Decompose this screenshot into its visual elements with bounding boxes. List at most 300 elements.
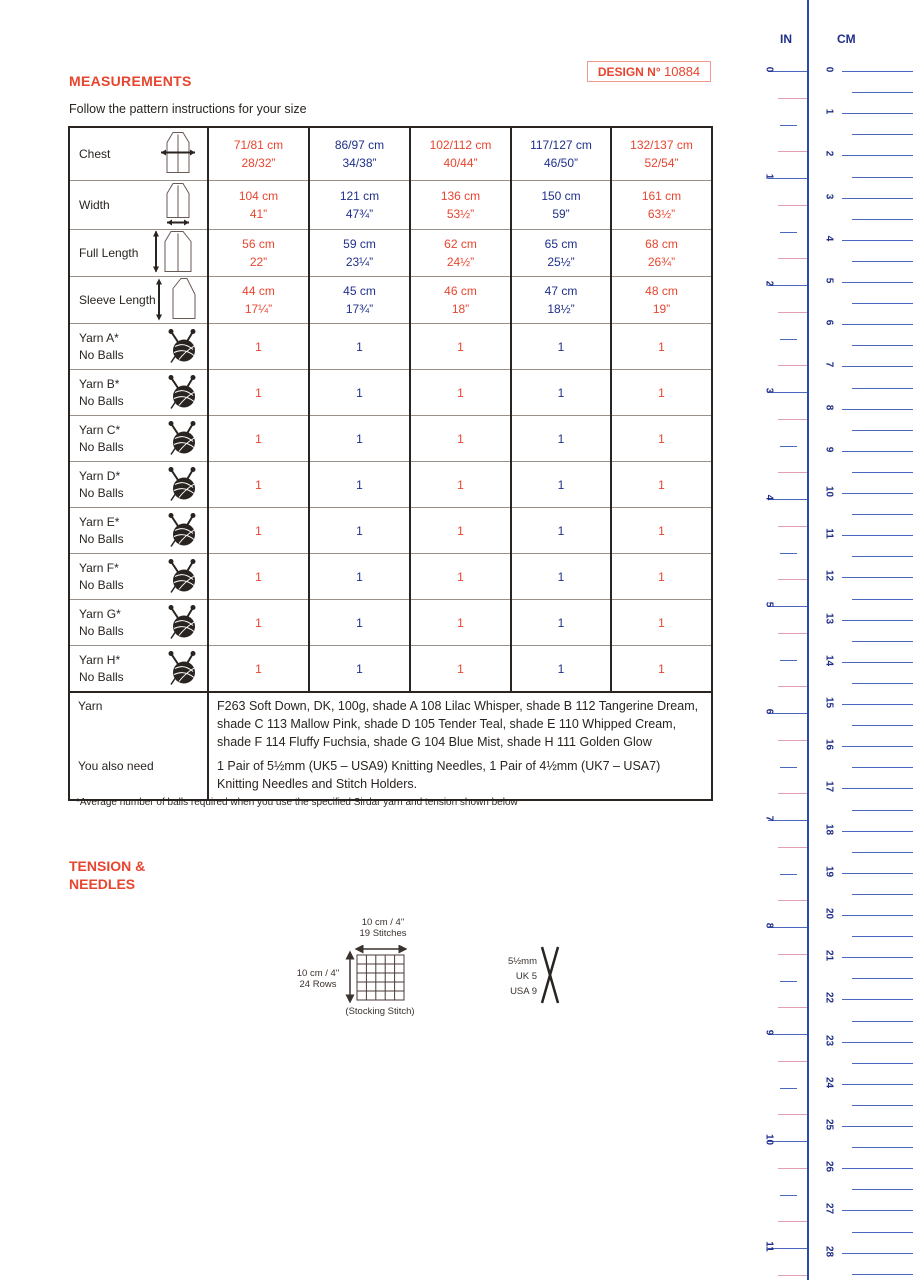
- value-cm: 46 cm: [444, 284, 477, 298]
- value-cm: 68 cm: [645, 237, 678, 251]
- inch-tick: [778, 472, 807, 473]
- sleeve-length-icon: [151, 277, 199, 324]
- inch-tick: [778, 1168, 807, 1169]
- inch-tick: [780, 339, 797, 340]
- yarn-label-cell: [69, 416, 208, 462]
- cm-label: 17: [823, 781, 835, 793]
- ball-count: 1: [511, 554, 611, 600]
- inch-tick: [778, 205, 807, 206]
- ball-count: 1: [309, 600, 410, 646]
- cm-label: 12: [823, 570, 835, 582]
- value-cm: 65 cm: [544, 237, 578, 251]
- cm-tick: [842, 1168, 913, 1169]
- sweater-chest-icon: [157, 131, 199, 178]
- value-cm: 117/127 cm: [530, 138, 592, 152]
- yarn-label-cell: [69, 646, 208, 693]
- size-value-cell: [410, 277, 511, 324]
- inch-tick: [778, 579, 807, 580]
- cm-tick: [852, 894, 913, 895]
- cm-tick: [842, 324, 913, 325]
- inch-tick: [778, 258, 807, 259]
- value-cm: 121 cm: [339, 189, 380, 203]
- value-inch: 34/38”: [342, 156, 377, 170]
- value-cm: 48 cm: [645, 284, 678, 298]
- measurements-heading: MEASUREMENTS: [69, 73, 192, 89]
- yarn-row: [69, 508, 712, 554]
- inch-tick: [778, 686, 807, 687]
- cm-tick: [852, 936, 913, 937]
- cm-label: 5: [823, 277, 835, 284]
- yarn-ball-icon: [165, 603, 199, 639]
- value-inch: 28/32”: [241, 156, 276, 170]
- value-cm: 45 cm: [343, 284, 376, 298]
- yarn-label: Yarn B*: [79, 376, 120, 391]
- value-inch: 18½”: [547, 302, 575, 316]
- inch-tick: [778, 900, 807, 901]
- needle-usa: USA 9: [510, 986, 537, 997]
- cm-tick: [852, 388, 913, 389]
- cm-tick: [852, 1021, 913, 1022]
- yarn-ball-icon: [165, 419, 199, 455]
- cm-tick: [852, 92, 913, 93]
- yarn-ball-icon: [165, 511, 199, 547]
- yarn-label: Yarn G*: [79, 606, 121, 621]
- ball-count: 1: [611, 508, 712, 554]
- size-value-cell: [208, 230, 309, 277]
- sweater-length-icon: [151, 230, 199, 277]
- size-value-cell: [208, 277, 309, 324]
- cm-tick: [852, 683, 913, 684]
- size-value-cell: [511, 181, 611, 230]
- yarn-info-text: F263 Soft Down, DK, 100g, shade A 108 Lilac Whisper, shade B 112 Tangerine Dream, shade C 113 Mallow Pink, shade D 105 Tender Teal, shade E 110 Whipped Cream, shade F 114 Fluffy Fuchsia, shade G 104 Blue Mist, shade H 111 Golden Glow: [208, 692, 712, 755]
- yarn-sub-label: No Balls: [79, 577, 124, 592]
- ball-count: 1: [208, 462, 309, 508]
- size-value-cell: [309, 230, 410, 277]
- inch-label: 6: [763, 708, 775, 715]
- ball-count: 1: [611, 324, 712, 370]
- also-need-text: 1 Pair of 5½mm (UK5 – USA9) Knitting Needles, 1 Pair of 4½mm (UK7 – USA7) Knitting Needles and Stitch Holders.: [208, 755, 712, 800]
- yarn-sub-label: No Balls: [79, 485, 124, 500]
- cm-tick: [852, 599, 913, 600]
- ball-count: 1: [611, 554, 712, 600]
- cm-tick: [842, 788, 913, 789]
- inch-tick: [780, 1195, 797, 1196]
- tension-width-label: [343, 917, 423, 939]
- cm-tick: [852, 1189, 913, 1190]
- cm-tick: [842, 409, 913, 410]
- inch-label: 4: [763, 494, 775, 501]
- yarn-ball-icon: [165, 373, 199, 409]
- value-cm: 86/97 cm: [334, 138, 385, 152]
- yarn-ball-icon: [165, 465, 199, 501]
- cm-tick: [852, 1274, 913, 1275]
- value-inch: 26¾”: [647, 255, 676, 269]
- cm-label: 26: [823, 1161, 835, 1173]
- size-instructions: Follow the pattern instructions for your size: [69, 102, 307, 116]
- inch-tick: [778, 365, 807, 366]
- cm-tick: [842, 915, 913, 916]
- yarn-ball-icon: [165, 557, 199, 593]
- cm-tick: [852, 219, 913, 220]
- inch-tick: [778, 98, 807, 99]
- cm-tick: [852, 1232, 913, 1233]
- ball-count: 1: [611, 646, 712, 693]
- inch-tick: [780, 446, 797, 447]
- measurements-table: [68, 126, 713, 801]
- tension-heading: [69, 857, 145, 893]
- measuring-ruler: [740, 0, 913, 1280]
- stitch-type: (Stocking Stitch): [345, 1006, 415, 1017]
- yarn-ball-icon: [165, 327, 199, 363]
- cm-label: 22: [823, 992, 835, 1004]
- value-cm: 56 cm: [242, 237, 275, 251]
- value-cm: 136 cm: [440, 189, 481, 203]
- value-inch: 46/50”: [543, 156, 579, 170]
- yarn-row: [69, 324, 712, 370]
- yarn-row: [69, 646, 712, 693]
- value-inch: 47¾”: [345, 207, 374, 221]
- inch-tick: [778, 793, 807, 794]
- value-inch: 19”: [652, 302, 671, 316]
- cm-tick: [852, 810, 913, 811]
- cm-tick: [852, 303, 913, 304]
- yarn-label-cell: [69, 508, 208, 554]
- cm-label: 19: [823, 865, 835, 877]
- ball-count: 1: [611, 462, 712, 508]
- value-inch: 63½”: [647, 207, 676, 221]
- size-value-cell: [208, 181, 309, 230]
- cm-tick: [842, 366, 913, 367]
- cm-tick: [852, 472, 913, 473]
- cm-tick: [852, 978, 913, 979]
- inch-label: 2: [763, 280, 775, 287]
- ball-count: 1: [511, 508, 611, 554]
- inch-tick: [778, 954, 807, 955]
- also-need-label: You also need: [69, 755, 208, 800]
- ruler-cm-header: CM: [837, 32, 856, 46]
- ball-count: 1: [410, 554, 511, 600]
- cm-tick: [842, 873, 913, 874]
- cm-tick: [842, 662, 913, 663]
- inch-tick: [780, 232, 797, 233]
- design-number: 10884: [664, 64, 701, 79]
- row-label: Width: [79, 197, 110, 212]
- cm-tick: [852, 261, 913, 262]
- inch-tick: [778, 740, 807, 741]
- inch-label: 1: [763, 173, 775, 180]
- table-row: [69, 277, 712, 324]
- value-cm: 62 cm: [444, 237, 477, 251]
- design-number-box: [587, 61, 711, 82]
- value-cm: 44 cm: [242, 284, 275, 298]
- inch-tick: [780, 125, 797, 126]
- inch-label: 8: [763, 922, 775, 929]
- cm-tick: [842, 535, 913, 536]
- inch-label: 9: [763, 1029, 775, 1036]
- cm-tick: [842, 282, 913, 283]
- ball-count: 1: [511, 416, 611, 462]
- inch-label: 5: [763, 601, 775, 608]
- value-inch: 59”: [552, 207, 570, 221]
- tension-heading-line2: NEEDLES: [69, 876, 136, 892]
- yarn-row: [69, 554, 712, 600]
- ball-count: 1: [208, 646, 309, 693]
- value-inch: 17¾”: [345, 302, 374, 316]
- yarn-label: Yarn H*: [79, 652, 121, 667]
- cm-tick: [852, 641, 913, 642]
- ball-count: 1: [410, 324, 511, 370]
- table-row: [69, 181, 712, 230]
- also-need-row: [69, 755, 712, 800]
- cm-tick: [852, 177, 913, 178]
- tension-heading-line1: TENSION &: [69, 858, 146, 874]
- size-value-cell: [511, 127, 611, 181]
- cm-tick: [842, 704, 913, 705]
- ball-count: 1: [410, 462, 511, 508]
- cm-tick: [842, 620, 913, 621]
- yarn-row: [69, 370, 712, 416]
- cm-tick: [852, 514, 913, 515]
- value-inch: 52/54”: [644, 156, 679, 170]
- inch-tick: [778, 1114, 807, 1115]
- ball-count: 1: [208, 370, 309, 416]
- cm-tick: [852, 767, 913, 768]
- cm-label: 0: [823, 66, 835, 73]
- cm-label: 1: [823, 108, 835, 115]
- ball-count: 1: [309, 462, 410, 508]
- ball-count: 1: [611, 370, 712, 416]
- inch-label: 11: [763, 1241, 775, 1252]
- yarn-label: Yarn F*: [79, 560, 119, 575]
- inch-tick: [778, 312, 807, 313]
- yarn-info-label: Yarn: [69, 692, 208, 755]
- needle-uk: UK 5: [515, 971, 537, 982]
- inch-tick: [778, 847, 807, 848]
- row-label-cell: [69, 277, 208, 324]
- inch-label: 0: [763, 66, 775, 73]
- ball-count: 1: [511, 646, 611, 693]
- yarn-sub-label: No Balls: [79, 669, 124, 684]
- ball-count: 1: [410, 600, 511, 646]
- inch-tick: [778, 1007, 807, 1008]
- cm-tick: [852, 556, 913, 557]
- cm-tick: [852, 725, 913, 726]
- cm-tick: [842, 746, 913, 747]
- cm-label: 20: [823, 907, 835, 920]
- inch-tick: [780, 660, 797, 661]
- needle-size-labels: [497, 954, 537, 999]
- ruler-inch-edge: [807, 0, 809, 1280]
- cm-label: 16: [823, 739, 835, 751]
- yarn-sub-label: No Balls: [79, 623, 124, 638]
- cm-label: 28: [823, 1245, 835, 1257]
- cm-label: 13: [823, 612, 835, 624]
- ball-count: 1: [208, 554, 309, 600]
- cm-tick: [842, 493, 913, 494]
- ball-count: 1: [208, 600, 309, 646]
- inch-tick: [778, 633, 807, 634]
- inch-label: 7: [763, 815, 775, 822]
- ball-count: 1: [309, 324, 410, 370]
- ball-count: 1: [208, 416, 309, 462]
- value-inch: 25½”: [547, 255, 575, 269]
- yarn-label-cell: [69, 462, 208, 508]
- cm-label: 15: [823, 696, 835, 709]
- value-cm: 102/112 cm: [429, 138, 492, 152]
- cm-tick: [842, 155, 913, 156]
- table-row: [69, 127, 712, 181]
- yarn-label: Yarn E*: [79, 514, 120, 529]
- yarn-sub-label: No Balls: [79, 531, 124, 546]
- ball-count: 1: [309, 370, 410, 416]
- tension-grid-icon: [345, 945, 407, 1003]
- ruler-inch-header: IN: [780, 32, 792, 46]
- needle-size: 5½mm: [507, 956, 537, 967]
- cm-label: 25: [823, 1118, 835, 1131]
- inch-label: 10: [763, 1133, 775, 1146]
- yarn-row: [69, 600, 712, 646]
- inch-tick: [780, 874, 797, 875]
- value-inch: 23¼”: [345, 255, 374, 269]
- ball-count: 1: [511, 324, 611, 370]
- size-value-cell: [208, 127, 309, 181]
- value-inch: 18”: [451, 302, 470, 316]
- ball-count: 1: [611, 600, 712, 646]
- value-inch: 22”: [249, 255, 268, 269]
- cm-tick: [842, 198, 913, 199]
- value-cm: 47 cm: [544, 284, 578, 298]
- height-measure: 10 cm / 4": [296, 968, 340, 979]
- yarn-label: Yarn D*: [79, 468, 121, 483]
- cm-tick: [842, 240, 913, 241]
- row-count: 24 Rows: [299, 979, 337, 990]
- tension-height-label: [285, 968, 351, 990]
- row-label-cell: [69, 230, 208, 277]
- cm-label: 3: [823, 193, 835, 199]
- cm-tick: [852, 430, 913, 431]
- cm-tick: [842, 1084, 913, 1085]
- stitch-count: 19 Stitches: [359, 928, 407, 939]
- ball-count: 1: [309, 416, 410, 462]
- ball-count: 1: [511, 600, 611, 646]
- cm-label: 23: [823, 1034, 835, 1046]
- row-label-cell: [69, 127, 208, 181]
- value-cm: 150 cm: [541, 189, 581, 203]
- ball-count: 1: [309, 646, 410, 693]
- cm-tick: [842, 577, 913, 578]
- inch-tick: [778, 1221, 807, 1222]
- cm-tick: [852, 345, 913, 346]
- yarn-label-cell: [69, 554, 208, 600]
- cm-tick: [852, 1147, 913, 1148]
- inch-tick: [780, 1088, 797, 1089]
- value-cm: 59 cm: [343, 237, 376, 251]
- row-label: Chest: [79, 146, 111, 161]
- yarn-ball-icon: [165, 649, 199, 685]
- value-cm: 71/81 cm: [233, 138, 284, 152]
- cm-tick: [852, 1105, 913, 1106]
- cm-label: 24: [823, 1076, 835, 1088]
- ball-count: 1: [208, 324, 309, 370]
- cm-tick: [842, 999, 913, 1000]
- yarn-label: Yarn C*: [79, 422, 121, 437]
- design-label: DESIGN N°: [597, 65, 661, 79]
- yarn-label-cell: [69, 370, 208, 416]
- yarn-label-cell: [69, 600, 208, 646]
- cm-tick: [842, 1042, 913, 1043]
- yarn-info-row: [69, 692, 712, 755]
- yarn-sub-label: No Balls: [79, 439, 124, 454]
- cm-tick: [842, 831, 913, 832]
- cm-tick: [842, 1126, 913, 1127]
- cm-label: 6: [823, 319, 835, 326]
- yarn-sub-label: No Balls: [79, 347, 124, 362]
- size-value-cell: [309, 277, 410, 324]
- size-value-cell: [611, 230, 712, 277]
- width-measure: 10 cm / 4": [361, 917, 405, 928]
- inch-tick: [780, 981, 797, 982]
- size-value-cell: [611, 181, 712, 230]
- value-inch: 40/44”: [443, 156, 478, 170]
- value-cm: 161 cm: [641, 189, 682, 203]
- cm-label: 10: [823, 485, 835, 498]
- value-inch: 41”: [249, 207, 268, 221]
- ball-count: 1: [410, 370, 511, 416]
- yarn-row: [69, 416, 712, 462]
- yarn-sub-label: No Balls: [79, 393, 124, 408]
- cm-label: 21: [823, 950, 835, 962]
- ball-count: 1: [410, 646, 511, 693]
- inch-tick: [780, 553, 797, 554]
- ball-count: 1: [511, 462, 611, 508]
- ball-count: 1: [410, 508, 511, 554]
- row-label: Full Length: [79, 245, 139, 260]
- size-value-cell: [410, 230, 511, 277]
- value-cm: 132/137 cm: [630, 138, 693, 152]
- size-value-cell: [410, 181, 511, 230]
- cm-label: 8: [823, 404, 835, 410]
- cm-label: 4: [823, 235, 835, 242]
- sweater-width-icon: [157, 182, 199, 229]
- ball-count: 1: [511, 370, 611, 416]
- cm-label: 9: [823, 446, 835, 453]
- yarn-label: Yarn A*: [79, 330, 119, 345]
- ball-count: 1: [208, 508, 309, 554]
- value-inch: 17¼”: [244, 302, 273, 316]
- row-label-cell: [69, 181, 208, 230]
- size-value-cell: [309, 127, 410, 181]
- size-value-cell: [611, 277, 712, 324]
- cm-label: 2: [823, 151, 835, 157]
- cm-label: 27: [823, 1203, 835, 1215]
- cm-tick: [842, 957, 913, 958]
- yarn-row: [69, 462, 712, 508]
- footnote: *Average number of balls required when you use the specified Sirdar yarn and tension shown below: [76, 797, 518, 808]
- table-row: [69, 230, 712, 277]
- cm-tick: [852, 134, 913, 135]
- value-cm: 104 cm: [238, 189, 279, 203]
- row-label: Sleeve Length: [79, 292, 156, 307]
- inch-tick: [778, 151, 807, 152]
- inch-tick: [778, 526, 807, 527]
- inch-tick: [778, 1061, 807, 1062]
- ball-count: 1: [410, 416, 511, 462]
- value-inch: 53½”: [446, 207, 475, 221]
- ball-count: 1: [309, 508, 410, 554]
- cm-tick: [842, 1210, 913, 1211]
- cm-label: 18: [823, 823, 835, 835]
- ball-count: 1: [309, 554, 410, 600]
